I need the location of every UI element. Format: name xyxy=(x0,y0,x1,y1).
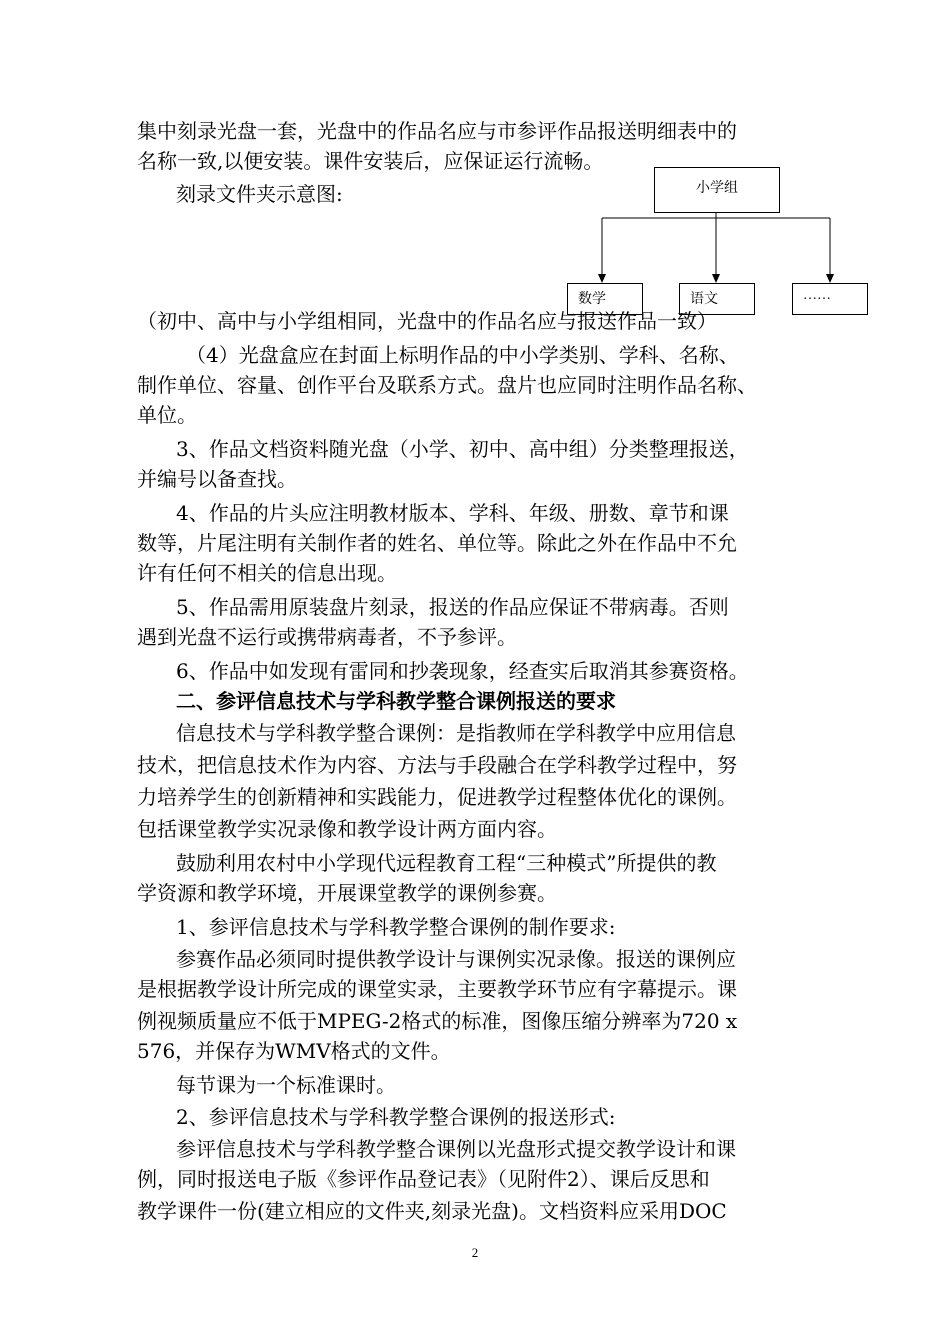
diagram-child-label: …… xyxy=(803,288,831,303)
text-line: 集中刻录光盘一套，光盘中的作品名应与市参评作品报送明细表中的 xyxy=(137,119,737,143)
text-line: 4、作品的片头应注明教材版本、学科、年级、册数、章节和课 xyxy=(176,501,729,525)
text-line: 是根据教学设计所完成的课堂实录，主要教学环节应有字幕提示。课 xyxy=(137,977,737,1001)
text-line: 信息技术与学科教学整合课例：是指教师在学科教学中应用信息 xyxy=(176,721,736,745)
text-line: 例，同时报送电子版《参评作品登记表》（见附件2）、课后反思和 xyxy=(137,1167,710,1191)
diagram-child-label: 语文 xyxy=(690,292,718,307)
text-line: 参赛作品必须同时提供教学设计与课例实况录像。报送的课例应 xyxy=(176,947,736,971)
text-line: 遇到光盘不运行或携带病毒者，不予参评。 xyxy=(137,625,517,649)
text-line: 许有任何不相关的信息出现。 xyxy=(137,561,397,585)
text-line: 制作单位、容量、创作平台及联系方式。盘片也应同时注明作品名称、 xyxy=(137,373,757,397)
text-line: 单位。 xyxy=(137,403,197,427)
text-line: 技术，把信息技术作为内容、方法与手段融合在学科教学过程中，努 xyxy=(137,753,737,777)
text-line: 5、作品需用原装盘片刻录，报送的作品应保证不带病毒。否则 xyxy=(176,595,729,619)
text-line: 576，并保存为WMV格式的文件。 xyxy=(137,1039,451,1063)
text-line: （4）光盘盒应在封面上标明作品的中小学类别、学科、名称、 xyxy=(186,343,739,367)
text-line: 每节课为一个标准课时。 xyxy=(176,1073,396,1097)
text-line: 包括课堂教学实况录像和教学设计两方面内容。 xyxy=(137,817,557,841)
diagram-root-node xyxy=(654,167,780,213)
text-line: 刻录文件夹示意图: xyxy=(176,182,343,206)
text-line: 数等，片尾注明有关制作者的姓名、单位等。除此之外在作品中不允 xyxy=(137,531,737,555)
text-line: 3、作品文档资料随光盘（小学、初中、高中组）分类整理报送， xyxy=(176,437,749,461)
text-line: 力培养学生的创新精神和实践能力，促进教学过程整体优化的课例。 xyxy=(137,785,737,809)
page-number: 2 xyxy=(471,1245,479,1260)
section-heading: 二、参评信息技术与学科教学整合课例报送的要求 xyxy=(176,689,616,713)
text-line: 6、作品中如发现有雷同和抄袭现象，经查实后取消其参赛资格。 xyxy=(176,659,749,683)
text-line: 鼓励利用农村中小学现代远程教育工程“三种模式”所提供的教 xyxy=(176,851,717,875)
text-line: 教学课件一份(建立相应的文件夹,刻录光盘)。文档资料应采用DOC xyxy=(137,1199,727,1223)
text-line: 例视频质量应不低于MPEG-2格式的标准，图像压缩分辨率为720 x xyxy=(137,1009,738,1033)
text-line: 名称一致,以便安装。课件安装后，应保证运行流畅。 xyxy=(137,149,604,173)
text-line: （初中、高中与小学组相同，光盘中的作品名应与报送作品一致） xyxy=(137,309,717,333)
text-line: 2、参评信息技术与学科教学整合课例的报送形式: xyxy=(176,1105,616,1129)
diagram-root-label: 小学组 xyxy=(696,181,738,196)
text-line: 学资源和教学环境，开展课堂教学的课例参赛。 xyxy=(137,881,557,905)
text-line: 并编号以备查找。 xyxy=(137,467,297,491)
diagram-child-label: 数学 xyxy=(578,292,606,307)
text-line: 参评信息技术与学科教学整合课例以光盘形式提交教学设计和课 xyxy=(176,1137,736,1161)
text-line: 1、参评信息技术与学科教学整合课例的制作要求: xyxy=(176,915,616,939)
